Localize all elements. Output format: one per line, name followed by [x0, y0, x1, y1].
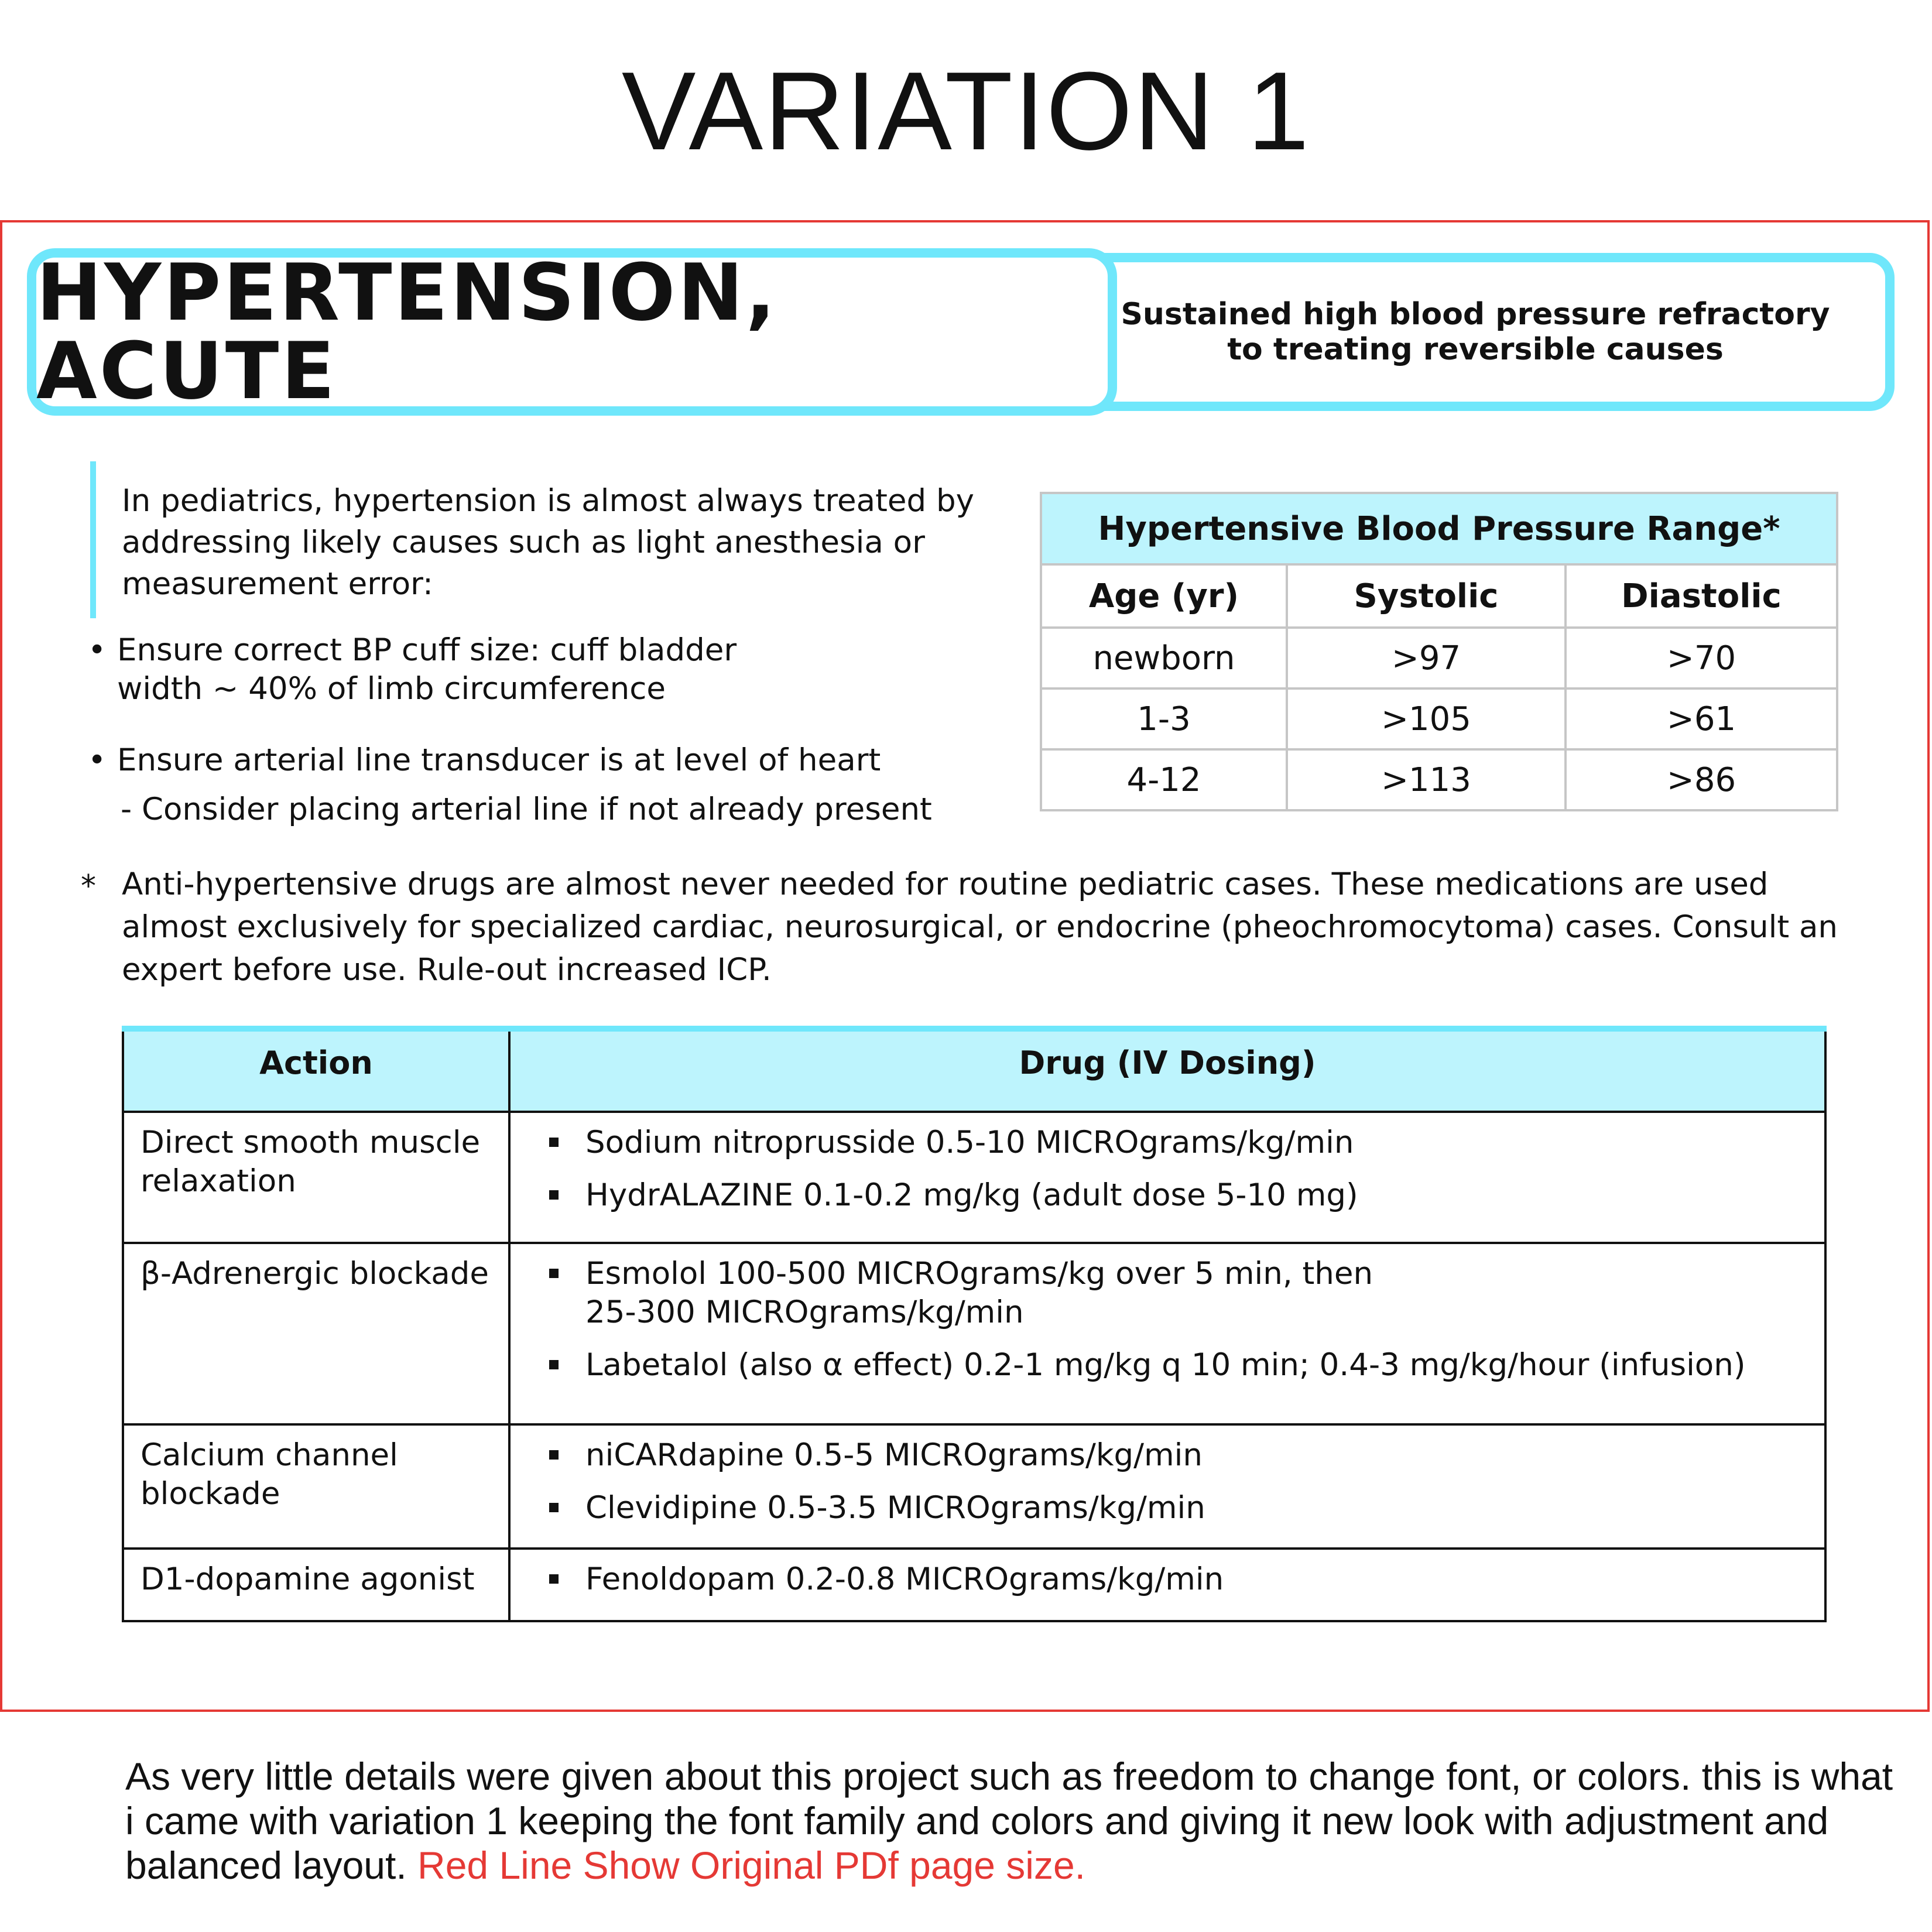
drug-text: Esmolol 100-500 MICROgrams/kg over 5 min, then 25-300 MICROgrams/kg/min — [585, 1256, 1373, 1330]
drug-row — [123, 1424, 1825, 1549]
footnote-text: Anti-hypertensive drugs are almost never needed for routine pediatric cases. These medications are used almost exclusively for specialized cardiac, neurosurgical, or endocrine (pheochromocytoma) cases. Consult an expert before use. Rule-out increased ICP. — [122, 866, 1838, 988]
bp-cell-diastolic: >61 — [1566, 688, 1837, 749]
bp-row — [1041, 628, 1837, 688]
bottom-note-text: As very little details were given about this project such as freedom to change font, or colors. this is what i came with variation 1 keeping the font family and colors and giving it new look with adjustment and balanced layout. — [125, 1755, 1893, 1887]
bp-cell-age: 1-3 — [1041, 688, 1287, 749]
drug-list-cell — [509, 1424, 1825, 1549]
drug-row — [123, 1243, 1825, 1424]
title-box — [27, 248, 1117, 416]
bp-header-systolic: Systolic — [1287, 564, 1566, 628]
drug-item — [527, 1489, 1824, 1527]
drug-text: HydrALAZINE 0.1-0.2 mg/kg (adult dose 5-10 mg) — [585, 1177, 1358, 1213]
bp-header-diastolic: Diastolic — [1566, 564, 1837, 628]
bp-cell-diastolic: >86 — [1566, 749, 1837, 810]
footnote-asterisk: * — [81, 869, 96, 904]
bottom-note-red-text: Red Line Show Original PDf page size. — [417, 1844, 1085, 1887]
page-title: HYPERTENSION, ACUTE — [36, 247, 778, 417]
square-bullet-icon — [549, 1360, 559, 1369]
bullet-dot: • — [88, 632, 107, 668]
drug-text: Labetalol (also α effect) 0.2-1 mg/kg q 10 min; 0.4-3 mg/kg/hour (infusion) — [585, 1347, 1746, 1383]
bp-cell-systolic: >97 — [1287, 628, 1566, 688]
bullet-dot: • — [88, 742, 107, 778]
bottom-note — [125, 1754, 1911, 1888]
subtitle-text — [1095, 297, 1856, 367]
bp-cell-diastolic: >70 — [1566, 628, 1837, 688]
bp-cell-systolic: >105 — [1287, 688, 1566, 749]
drug-item — [527, 1255, 1824, 1332]
bp-row — [1041, 688, 1837, 749]
subtitle-box — [1030, 253, 1895, 411]
drug-list-cell — [509, 1243, 1825, 1424]
drug-text: Sodium nitroprusside 0.5-10 MICROgrams/kg/min — [585, 1125, 1354, 1160]
square-bullet-icon — [549, 1574, 559, 1584]
drug-item — [527, 1346, 1824, 1385]
bullet-line: width ~ 40% of limb circumference — [117, 671, 666, 707]
subtitle-line-2: to treating reversible causes — [1227, 332, 1724, 367]
bp-cell-systolic: >113 — [1287, 749, 1566, 810]
square-bullet-icon — [549, 1138, 559, 1147]
drug-header-drug: Drug (IV Dosing) — [509, 1029, 1825, 1112]
drug-table — [122, 1026, 1827, 1622]
drug-list-cell — [509, 1112, 1825, 1243]
bp-cell-age: 4-12 — [1041, 749, 1287, 810]
drug-action-cell: β-Adrenergic blockade — [123, 1243, 509, 1424]
variation-title: VARIATION 1 — [621, 49, 1311, 173]
drug-item — [527, 1123, 1824, 1162]
drug-item — [527, 1560, 1824, 1599]
drug-list-cell — [509, 1549, 1825, 1621]
intro-accent-bar — [90, 461, 96, 618]
drug-text: niCARdapine 0.5-5 MICROgrams/kg/min — [585, 1437, 1203, 1473]
sub-bullet-arterial-line: - Consider placing arterial line if not already present — [121, 792, 932, 827]
drug-action-cell: Direct smooth muscle relaxation — [123, 1112, 509, 1243]
bullet-line: Ensure arterial line transducer is at level of heart — [117, 742, 881, 778]
drug-action-cell: Calcium channel blockade — [123, 1424, 509, 1549]
bp-table-title: Hypertensive Blood Pressure Range* — [1041, 493, 1837, 564]
square-bullet-icon — [549, 1190, 559, 1200]
intro-text: In pediatrics, hypertension is almost always treated by addressing likely causes such as light anesthesia or measurement error: — [122, 483, 974, 602]
drug-text: Fenoldopam 0.2-0.8 MICROgrams/kg/min — [585, 1561, 1224, 1597]
square-bullet-icon — [549, 1503, 559, 1512]
drug-item — [527, 1436, 1824, 1475]
bp-header-age: Age (yr) — [1041, 564, 1287, 628]
subtitle-line-1: Sustained high blood pressure refractory — [1121, 297, 1830, 332]
drug-action-cell: D1-dopamine agonist — [123, 1549, 509, 1621]
drug-row — [123, 1549, 1825, 1621]
drug-text: Clevidipine 0.5-3.5 MICROgrams/kg/min — [585, 1490, 1205, 1526]
bp-row — [1041, 749, 1837, 810]
drug-header-action: Action — [123, 1029, 509, 1112]
bp-cell-age: newborn — [1041, 628, 1287, 688]
square-bullet-icon — [549, 1450, 559, 1460]
drug-row — [123, 1112, 1825, 1243]
bp-range-table — [1040, 492, 1838, 811]
bullet-line: Ensure correct BP cuff size: cuff bladder — [117, 632, 737, 668]
drug-item — [527, 1176, 1824, 1215]
square-bullet-icon — [549, 1269, 559, 1278]
